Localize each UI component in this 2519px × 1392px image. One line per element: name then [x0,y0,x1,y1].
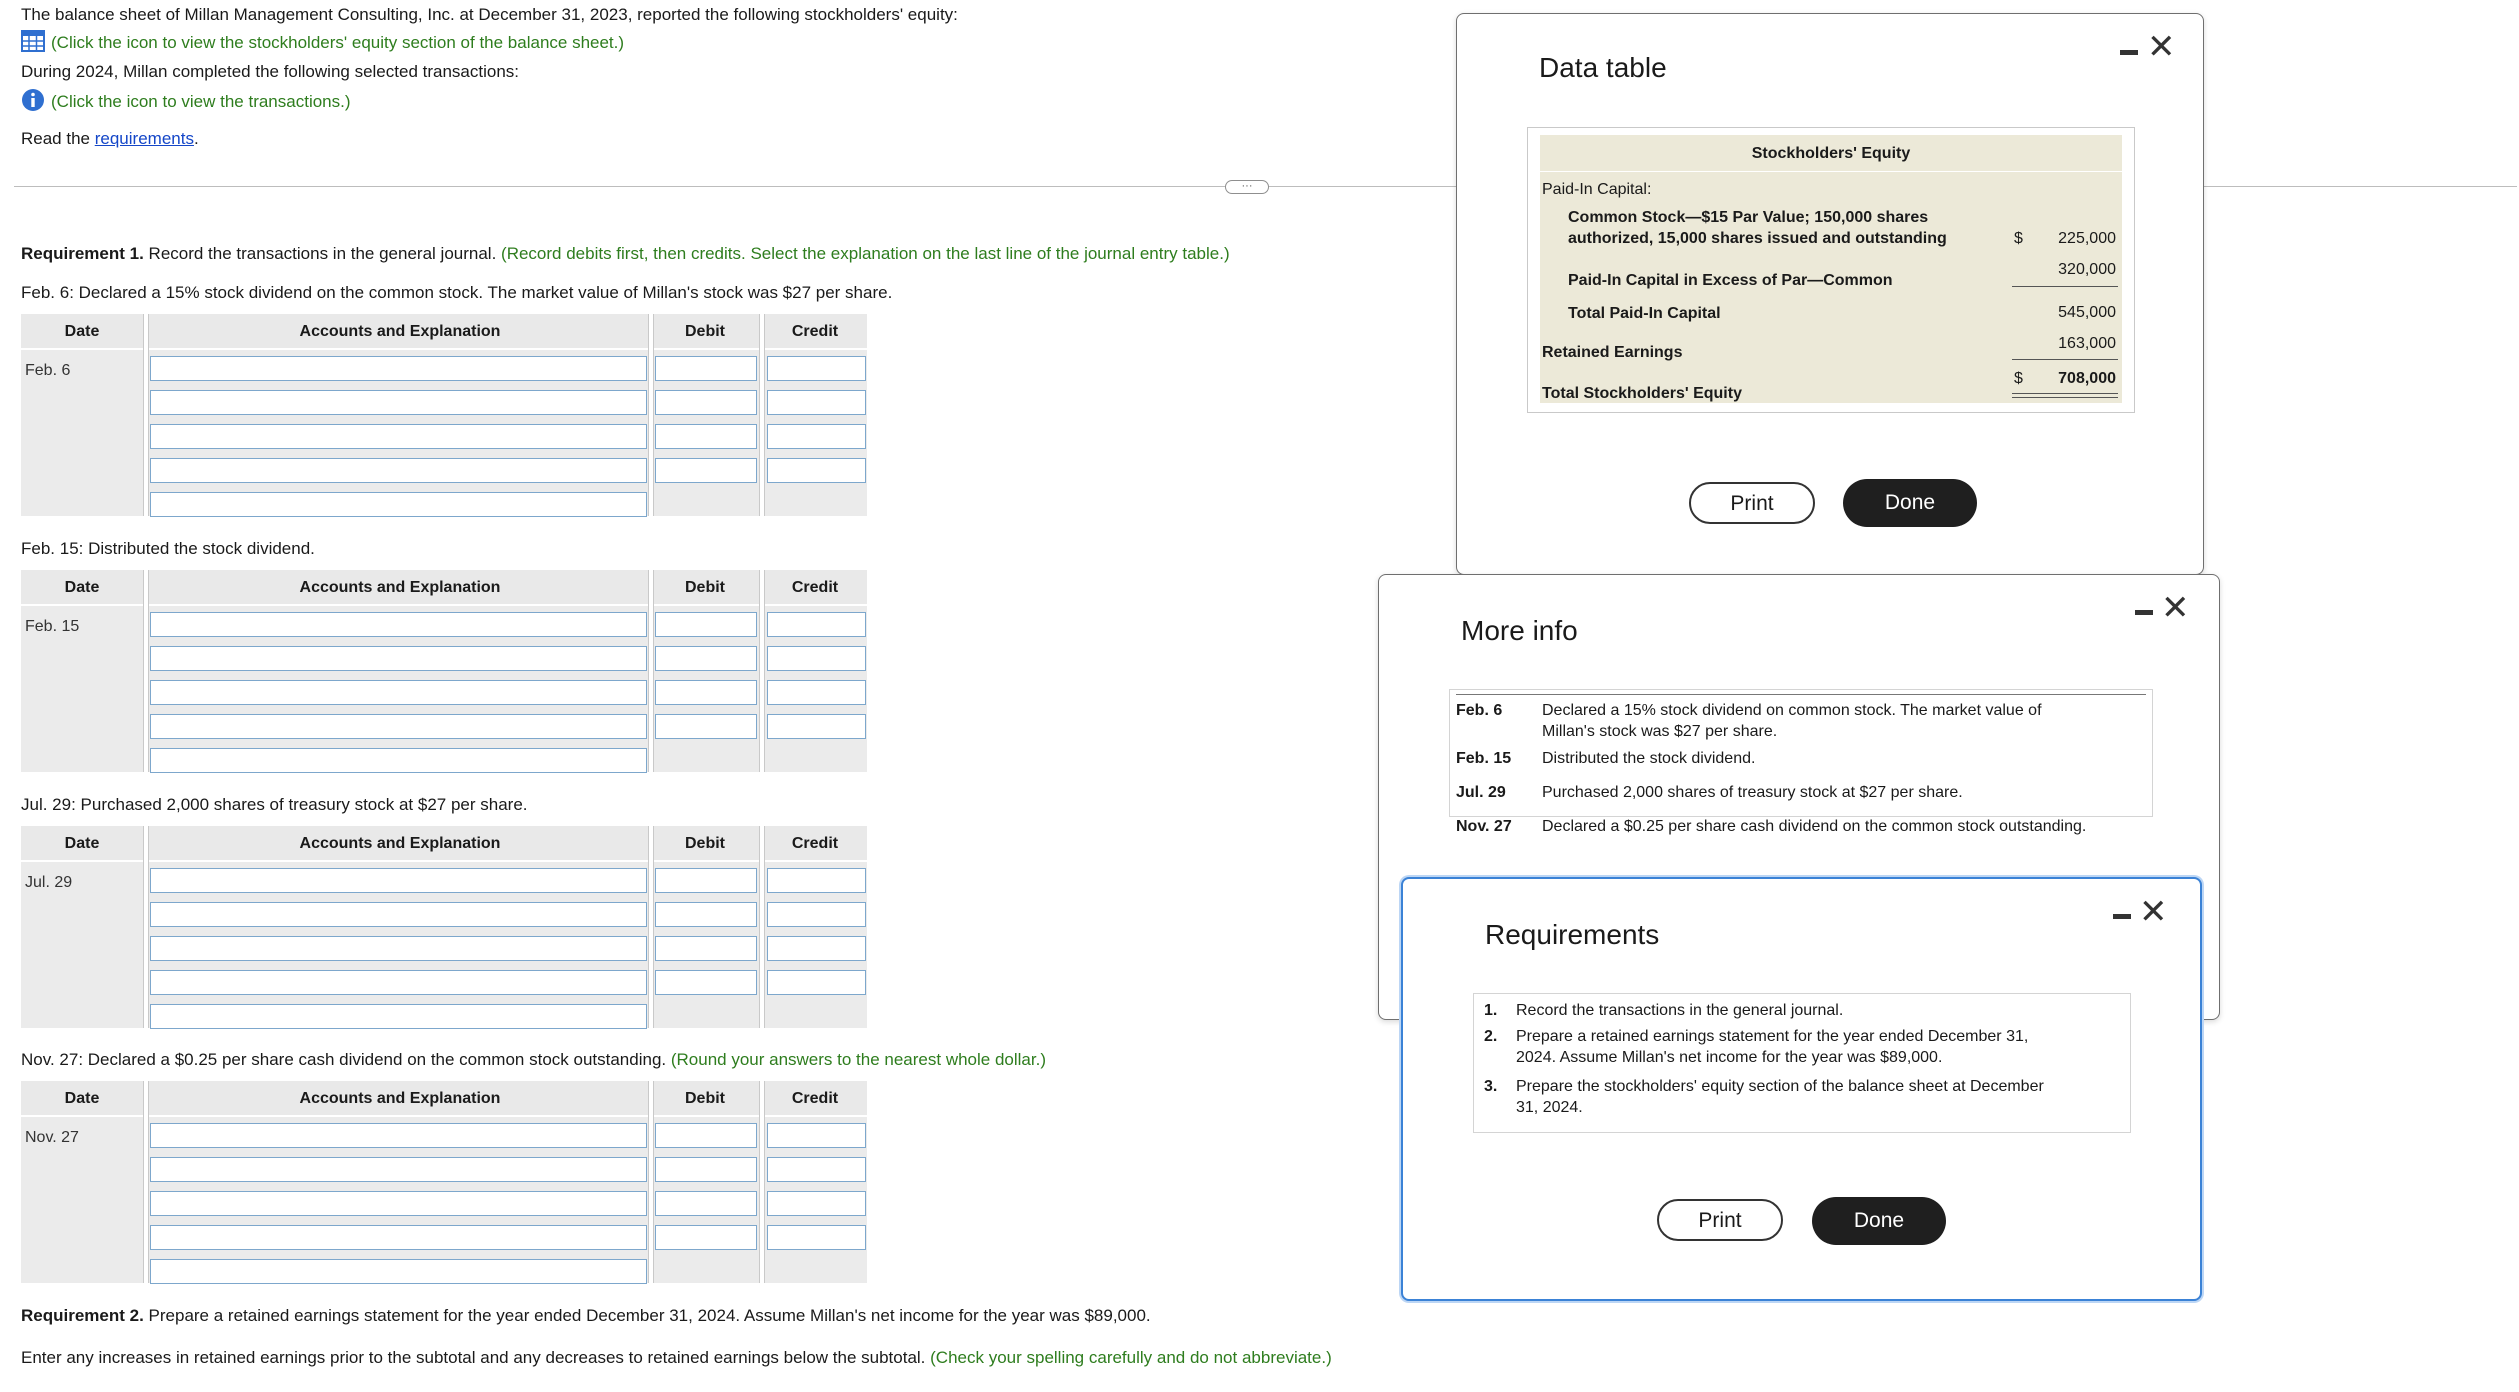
entry-caption [21,283,892,303]
entry-caption-text: Nov. 27: Declared a $0.25 per share cash dividend on the common stock outstanding. [21,1050,671,1069]
column-separator [759,1081,765,1283]
credit-input[interactable] [767,458,866,483]
req2-line2-hint: (Check your spelling carefully and do not abbreviate.) [930,1348,1332,1367]
account-input[interactable] [150,1123,647,1148]
col-debit-header: Debit [685,579,725,596]
account-input[interactable] [150,902,647,927]
account-input[interactable] [150,1004,647,1029]
done-button[interactable]: Done [1843,479,1977,527]
col-credit-header: Credit [791,1090,839,1107]
debit-input[interactable] [655,356,757,381]
more-info-text-cont: Millan's stock was $27 per share. [1542,723,1778,740]
journal-entry-table [21,826,867,1030]
more-info-date: Feb. 6 [1456,702,1503,719]
req2-instructions [21,1348,1332,1368]
close-icon[interactable]: ✕ [2147,28,2176,66]
paid-in-label: Paid-In Capital: [1542,181,1652,198]
intro-line-1: The balance sheet of Millan Management Consulting, Inc. at December 31, 2023, reported the following stockholders' equity: [21,5,958,24]
stockholders-equity-table [1527,127,2135,413]
credit-input[interactable] [767,646,866,671]
more-info-title: More info [1461,615,1578,646]
col-date-header: Date [64,835,100,852]
entry-caption [21,795,528,815]
debit-input[interactable] [655,970,757,995]
requirement-number: 3. [1484,1078,1498,1095]
credit-input[interactable] [767,1157,866,1182]
entry-caption [21,1050,1046,1070]
debit-input[interactable] [655,1157,757,1182]
column-separator [143,1081,149,1283]
col-date-header: Date [64,1090,100,1107]
entry-date: Feb. 6 [25,362,71,379]
account-input[interactable] [150,424,647,449]
common-stock-value: 225,000 [2058,230,2116,247]
column-separator [143,570,149,772]
debit-input[interactable] [655,1191,757,1216]
transactions-link[interactable]: (Click the icon to view the transactions.) [51,91,351,111]
total-se-dollar: $ [2014,370,2023,387]
column-separator [759,826,765,1028]
debit-input[interactable] [655,1225,757,1250]
account-input[interactable] [150,356,647,381]
req2-line2: Enter any increases in retained earnings prior to the subtotal and any decreases to retained earnings below the subtotal. [21,1348,931,1367]
requirements-link[interactable]: requirements [94,129,194,148]
minimize-icon[interactable] [2135,610,2153,615]
debit-input[interactable] [655,1123,757,1148]
column-separator [143,314,149,516]
info-icon[interactable] [21,88,45,117]
requirements-list [1473,993,2131,1133]
col-debit-header: Debit [685,1090,725,1107]
column-separator [143,826,149,1028]
total-pic-value: 545,000 [2058,304,2116,321]
close-icon[interactable]: ✕ [2139,893,2168,931]
debit-input[interactable] [655,612,757,637]
requirement-text: Prepare a retained earnings statement for the year ended December 31, [1516,1028,2029,1045]
more-info-text: Declared a $0.25 per share cash dividend on the common stock outstanding. [1542,818,2087,835]
requirement-number: 1. [1484,1002,1498,1019]
se-table-body [1540,135,2122,403]
entry-caption-text: Jul. 29: Purchased 2,000 shares of treasury stock at $27 per share. [21,795,528,814]
account-input[interactable] [150,458,647,483]
print-button[interactable]: Print [1689,482,1815,524]
excess-value: 320,000 [2058,261,2116,278]
account-input[interactable] [150,1225,647,1250]
minimize-icon[interactable] [2120,50,2138,55]
credit-input[interactable] [767,1225,866,1250]
column-separator [648,314,654,516]
more-info-text: Purchased 2,000 shares of treasury stock at $27 per share. [1542,784,1963,801]
common-stock-line2: authorized, 15,000 shares issued and outstanding [1568,230,1947,247]
common-stock-line1: Common Stock—$15 Par Value; 150,000 shares [1568,209,1929,226]
account-input[interactable] [150,1157,647,1182]
column-separator [759,314,765,516]
req1-label: Requirement 1. [21,244,144,263]
journal-entry-table [21,314,867,518]
print-button[interactable]: Print [1657,1199,1783,1241]
credit-input[interactable] [767,714,866,739]
common-stock-dollar: $ [2014,230,2023,247]
account-input[interactable] [150,714,647,739]
requirement-number: 2. [1484,1028,1498,1045]
done-button[interactable]: Done [1812,1197,1946,1245]
intro-line-2 [21,30,624,57]
journal-entry-table [21,1081,867,1285]
requirement-text-cont: 2024. Assume Millan's net income for the year was $89,000. [1516,1049,1943,1066]
debit-input[interactable] [655,902,757,927]
credit-input[interactable] [767,970,866,995]
credit-input[interactable] [767,680,866,705]
entry-caption-hint: (Round your answers to the nearest whole dollar.) [670,1050,1046,1069]
requirements-dialog [1401,877,2202,1301]
req2-text [21,1306,1151,1326]
debit-input[interactable] [655,714,757,739]
se-header-rule [1540,171,2122,172]
more-info-date: Feb. 15 [1456,750,1512,767]
total-se-value: 708,000 [2058,370,2116,387]
req2-body: Prepare a retained earnings statement for the year ended December 31, 2024. Assume Millan's net income for the year was $89,000. [143,1306,1151,1325]
journal-entry-table [21,570,867,774]
col-credit-header: Credit [791,579,839,596]
account-input[interactable] [150,646,647,671]
more-info-table [1449,689,2153,835]
account-input[interactable] [150,970,647,995]
account-input[interactable] [150,868,647,893]
credit-input[interactable] [767,424,866,449]
intro-line-4 [21,88,351,117]
req2-label: Requirement 2. [21,1306,144,1325]
read-prefix: Read the [21,129,95,148]
credit-input[interactable] [767,612,866,637]
minimize-icon[interactable] [2113,914,2131,919]
debit-input[interactable] [655,458,757,483]
entry-caption [21,539,315,559]
col-credit-header: Credit [791,835,839,852]
close-icon[interactable]: ✕ [2161,589,2190,627]
column-separator [648,570,654,772]
account-input[interactable] [150,680,647,705]
debit-input[interactable] [655,936,757,961]
read-suffix: . [193,129,199,148]
excess-label: Paid-In Capital in Excess of Par—Common [1568,272,1893,289]
col-accounts-header: Accounts and Explanation [299,1090,501,1107]
debit-input[interactable] [655,868,757,893]
col-date-header: Date [64,579,100,596]
entry-date: Feb. 15 [25,618,80,635]
requirement-text: Prepare the stockholders' equity section of the balance sheet at December [1516,1078,2044,1095]
se-header: Stockholders' Equity [1751,145,1911,162]
account-input[interactable] [150,390,647,415]
re-underline [2012,359,2118,360]
account-input[interactable] [150,748,647,773]
credit-input[interactable] [767,868,866,893]
table-icon[interactable] [21,30,45,57]
more-info-text: Declared a 15% stock dividend on common stock. The market value of [1542,702,2042,719]
entry-date: Jul. 29 [25,874,73,891]
retained-earnings-value: 163,000 [2058,335,2116,352]
requirements-title: Requirements [1485,919,1660,950]
account-input[interactable] [150,1259,647,1284]
excess-underline [2012,286,2118,287]
more-info-text: Distributed the stock dividend. [1542,750,1756,767]
account-input[interactable] [150,936,647,961]
total-double-underline-2 [2012,397,2118,398]
credit-input[interactable] [767,390,866,415]
total-pic-label: Total Paid-In Capital [1568,305,1721,322]
debit-input[interactable] [655,646,757,671]
intro-line-3: During 2024, Millan completed the following selected transactions: [21,62,519,81]
account-input[interactable] [150,612,647,637]
column-separator [648,1081,654,1283]
debit-input[interactable] [655,390,757,415]
req1-text [21,244,1230,264]
column-separator [759,570,765,772]
entry-date: Nov. 27 [25,1129,79,1146]
entry-caption-text: Feb. 6: Declared a 15% stock dividend on the common stock. The market value of Millan's stock was $27 per share. [21,283,893,302]
credit-input[interactable] [767,356,866,381]
requirement-text: Record the transactions in the general journal. [1516,1002,1844,1019]
col-accounts-header: Accounts and Explanation [299,579,501,596]
col-debit-header: Debit [685,835,725,852]
column-separator [648,826,654,1028]
col-debit-header: Debit [685,323,725,340]
credit-input[interactable] [767,902,866,927]
equity-section-link[interactable]: (Click the icon to view the stockholders' equity section of the balance sheet.) [51,32,625,52]
data-table-title: Data table [1539,52,1667,83]
more-info-date: Nov. 27 [1456,818,1512,835]
credit-input[interactable] [767,936,866,961]
total-double-underline-1 [2012,393,2118,394]
col-date-header: Date [64,323,100,340]
entry-caption-text: Feb. 15: Distributed the stock dividend. [21,539,315,558]
req1-body: Record the transactions in the general journal. [143,244,502,263]
more-info-top-rule [1456,694,2146,695]
col-credit-header: Credit [791,323,839,340]
credit-input[interactable] [767,1123,866,1148]
debit-input[interactable] [655,424,757,449]
col-accounts-header: Accounts and Explanation [299,835,501,852]
account-input[interactable] [150,1191,647,1216]
col-accounts-header: Accounts and Explanation [299,323,501,340]
read-requirements [21,129,199,149]
data-table-dialog [1456,13,2204,575]
credit-input[interactable] [767,1191,866,1216]
total-se-label: Total Stockholders' Equity [1542,385,1742,402]
req1-hint: (Record debits first, then credits. Select the explanation on the last line of the journal entry table.) [501,244,1230,263]
more-info-date: Jul. 29 [1456,784,1506,801]
retained-earnings-label: Retained Earnings [1542,344,1683,361]
requirement-text-cont: 31, 2024. [1516,1099,1583,1116]
account-input[interactable] [150,492,647,517]
debit-input[interactable] [655,680,757,705]
divider-handle[interactable]: ··· [1225,180,1269,194]
